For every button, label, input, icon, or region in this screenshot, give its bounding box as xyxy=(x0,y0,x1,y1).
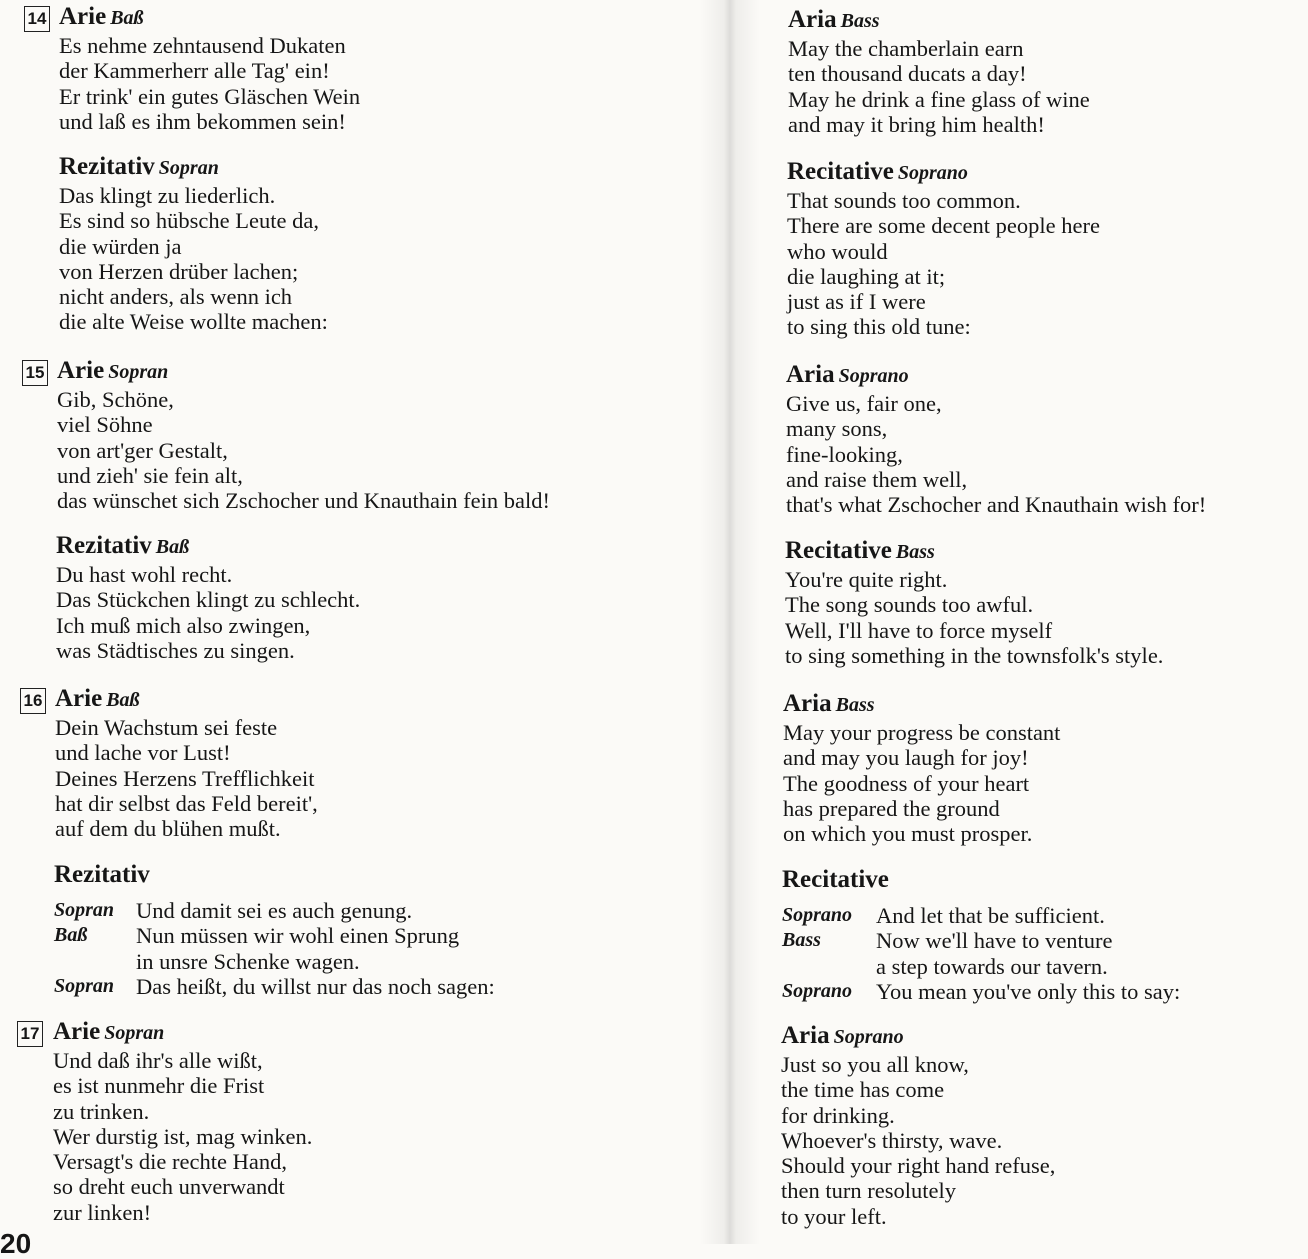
lyrics xyxy=(56,562,360,663)
lyric-line: Just so you all know, xyxy=(781,1052,969,1077)
lyric-line: There are some decent people here xyxy=(787,213,1100,239)
section-aria-soprano-2 xyxy=(781,1021,1055,1229)
section-heading: Rezitativ Sopran xyxy=(59,153,219,180)
dialogue-row xyxy=(782,903,1180,928)
speaker-label: Sopran xyxy=(54,899,115,921)
dialogue-text: in unsre Schenke wagen. xyxy=(136,948,360,974)
section-aria-bass-2 xyxy=(783,689,1060,846)
lyric-line: to sing this old tune: xyxy=(787,314,971,340)
dialogue-text: Nun müssen wir wohl einen Sprung xyxy=(136,923,460,949)
section-recitative-dialogue xyxy=(782,865,1180,1004)
dialogue-text: Now we'll have to venture xyxy=(876,928,1113,954)
lyric-line: and may it bring him health! xyxy=(788,111,1045,137)
lyric-line: May your progress be constant xyxy=(783,720,1061,745)
lyric-line: nicht anders, als wenn ich xyxy=(59,284,293,310)
lyric-line: That sounds too common. xyxy=(787,188,1021,213)
lyric-line: Wer durstig ist, mag winken. xyxy=(53,1123,313,1149)
section-heading: Rezitativ Baß xyxy=(56,532,190,559)
lyric-line: von Herzen drüber lachen; xyxy=(59,258,299,284)
lyric-line: die würden ja xyxy=(59,233,182,259)
lyric-line: Du hast wohl recht. xyxy=(56,562,233,587)
lyrics xyxy=(783,720,1060,846)
number-box: 15 xyxy=(22,360,48,386)
lyric-line: die alte Weise wollte machen: xyxy=(59,309,328,335)
lyrics xyxy=(53,1048,312,1225)
lyric-line: the time has come xyxy=(781,1077,945,1103)
lyric-line: Das Stückchen klingt zu schlecht. xyxy=(56,587,361,613)
lyric-line: zu trinken. xyxy=(53,1098,150,1124)
dialogue-text: a step towards our tavern. xyxy=(876,953,1108,979)
lyric-line: Ich muß mich also zwingen, xyxy=(56,612,311,638)
dialogue-row xyxy=(54,974,495,999)
lyric-line: many sons, xyxy=(786,416,888,442)
lyric-line: Well, I'll have to force myself xyxy=(785,617,1053,643)
lyric-line: May the chamberlain earn xyxy=(788,36,1024,61)
lyric-line: Give us, fair one, xyxy=(786,391,942,416)
lyric-line: The song sounds too awful. xyxy=(785,592,1034,618)
lyrics xyxy=(788,36,1090,137)
section-heading: Aria Soprano xyxy=(781,1022,904,1049)
section-heading: Arie Sopran xyxy=(53,1018,165,1045)
lyric-line: ten thousand ducats a day! xyxy=(788,61,1027,87)
section-heading: Aria Bass xyxy=(783,690,875,717)
lyric-line: then turn resolutely xyxy=(781,1178,956,1204)
lyric-line: zur linken! xyxy=(53,1199,152,1225)
lyric-line: fine-looking, xyxy=(786,441,903,467)
lyric-line: May he drink a fine glass of wine xyxy=(788,86,1090,112)
dialogue-row xyxy=(54,898,495,923)
lyric-line: has prepared the ground xyxy=(783,795,1000,821)
section-heading: Rezitativ xyxy=(54,861,150,888)
lyric-line: Should your right hand refuse, xyxy=(781,1153,1056,1179)
number-box: 14 xyxy=(24,6,50,32)
lyrics xyxy=(59,33,360,134)
speaker-label xyxy=(54,949,136,974)
lyrics xyxy=(786,391,1206,517)
number-box: 17 xyxy=(17,1021,43,1047)
dialogue-text: Das heißt, du willst nur das noch sagen: xyxy=(136,973,495,999)
section-heading: Recitative xyxy=(782,866,889,893)
page-number: 20 xyxy=(0,1228,32,1259)
dialogue-row xyxy=(54,923,495,948)
lyric-line: und lache vor Lust! xyxy=(55,740,231,766)
lyric-line: Es sind so hübsche Leute da, xyxy=(59,208,319,234)
lyric-line: hat dir selbst das Feld bereit', xyxy=(55,790,318,816)
speaker-label: Baß xyxy=(54,924,88,947)
dialogue-row xyxy=(782,954,1180,979)
lyric-line: just as if I were xyxy=(787,289,926,315)
section-rezitativ-bass xyxy=(56,531,360,663)
dialogue-row xyxy=(54,949,495,974)
dialogue xyxy=(782,903,1180,1004)
lyric-line: that's what Zschocher and Knauthain wish for! xyxy=(786,492,1207,518)
section-heading: Arie Baß xyxy=(59,3,144,30)
speaker-label xyxy=(782,954,876,979)
lyric-line: Er trink' ein gutes Gläschen Wein xyxy=(59,83,361,109)
lyrics xyxy=(785,567,1163,668)
lyric-line: das wünschet sich Zschocher und Knauthain fein bald! xyxy=(57,488,550,514)
lyric-line: der Kammerherr alle Tag' ein! xyxy=(59,58,330,84)
section-heading: Arie Baß xyxy=(55,685,140,712)
speaker-label: Soprano xyxy=(782,904,853,926)
lyric-line: so dreht euch unverwandt xyxy=(53,1174,285,1200)
section-heading: Aria Bass xyxy=(788,6,880,33)
lyric-line: for drinking. xyxy=(781,1102,895,1128)
lyric-line: Dein Wachstum sei feste xyxy=(55,715,278,740)
lyric-line: Und daß ihr's alle wißt, xyxy=(53,1048,263,1073)
lyric-line: Whoever's thirsty, wave. xyxy=(781,1127,1003,1153)
dialogue xyxy=(54,898,495,999)
section-recitative-bass xyxy=(785,536,1163,668)
speaker-label: Bass xyxy=(782,929,821,952)
section-17-arie xyxy=(17,1017,312,1225)
right-page-english xyxy=(730,0,1308,1244)
lyrics xyxy=(59,183,328,335)
lyric-line: to sing something in the townsfolk's style. xyxy=(785,642,1164,668)
lyric-line: on which you must prosper. xyxy=(783,821,1033,847)
lyric-line: who would xyxy=(787,238,888,264)
number-box: 16 xyxy=(20,688,46,714)
lyric-line: Das klingt zu liederlich. xyxy=(59,183,276,208)
lyric-line: und zieh' sie fein alt, xyxy=(57,462,243,488)
lyrics xyxy=(781,1052,1055,1229)
dialogue-text: And let that be sufficient. xyxy=(876,903,1105,928)
section-aria-bass-1 xyxy=(788,5,1090,137)
section-recitative-soprano xyxy=(787,157,1100,340)
lyric-line: Es nehme zehntausend Dukaten xyxy=(59,33,346,58)
lyric-line: to your left. xyxy=(781,1203,887,1229)
lyric-line: die laughing at it; xyxy=(787,263,946,289)
lyric-line: was Städtisches zu singen. xyxy=(56,637,295,663)
lyric-line: Deines Herzens Trefflichkeit xyxy=(55,765,315,791)
speaker-label: Sopran xyxy=(54,974,115,997)
lyric-line: The goodness of your heart xyxy=(783,770,1030,796)
section-rezitativ-dialogue xyxy=(54,860,495,999)
section-aria-soprano-1 xyxy=(786,360,1206,517)
lyric-line: und laß es ihm bekommen sein! xyxy=(59,108,346,134)
section-heading: Recitative Bass xyxy=(785,537,935,564)
lyric-line: von art'ger Gestalt, xyxy=(57,437,228,463)
section-14-arie xyxy=(24,2,360,134)
section-16-arie xyxy=(20,684,318,841)
section-heading: Aria Soprano xyxy=(786,361,909,388)
lyric-line: You're quite right. xyxy=(785,567,948,592)
speaker-label: Soprano xyxy=(782,979,853,1002)
lyrics xyxy=(55,715,318,841)
lyrics xyxy=(787,188,1100,340)
section-rezitativ-sopran xyxy=(59,152,328,335)
lyric-line: and may you laugh for joy! xyxy=(783,745,1029,771)
section-heading: Arie Sopran xyxy=(57,357,169,384)
lyric-line: es ist nunmehr die Frist xyxy=(53,1073,265,1099)
dialogue-text: You mean you've only this to say: xyxy=(876,978,1181,1004)
lyric-line: Gib, Schöne, xyxy=(57,387,174,412)
lyric-line: viel Söhne xyxy=(57,412,153,438)
dialogue-text: Und damit sei es auch genung. xyxy=(136,898,413,923)
lyrics xyxy=(57,387,550,513)
lyric-line: and raise them well, xyxy=(786,466,968,492)
section-heading: Recitative Soprano xyxy=(787,158,968,185)
lyric-line: auf dem du blühen mußt. xyxy=(55,816,281,842)
section-15-arie xyxy=(22,356,550,513)
dialogue-row xyxy=(782,928,1180,953)
dialogue-row xyxy=(782,979,1180,1004)
lyric-line: Versagt's die rechte Hand, xyxy=(53,1149,287,1175)
